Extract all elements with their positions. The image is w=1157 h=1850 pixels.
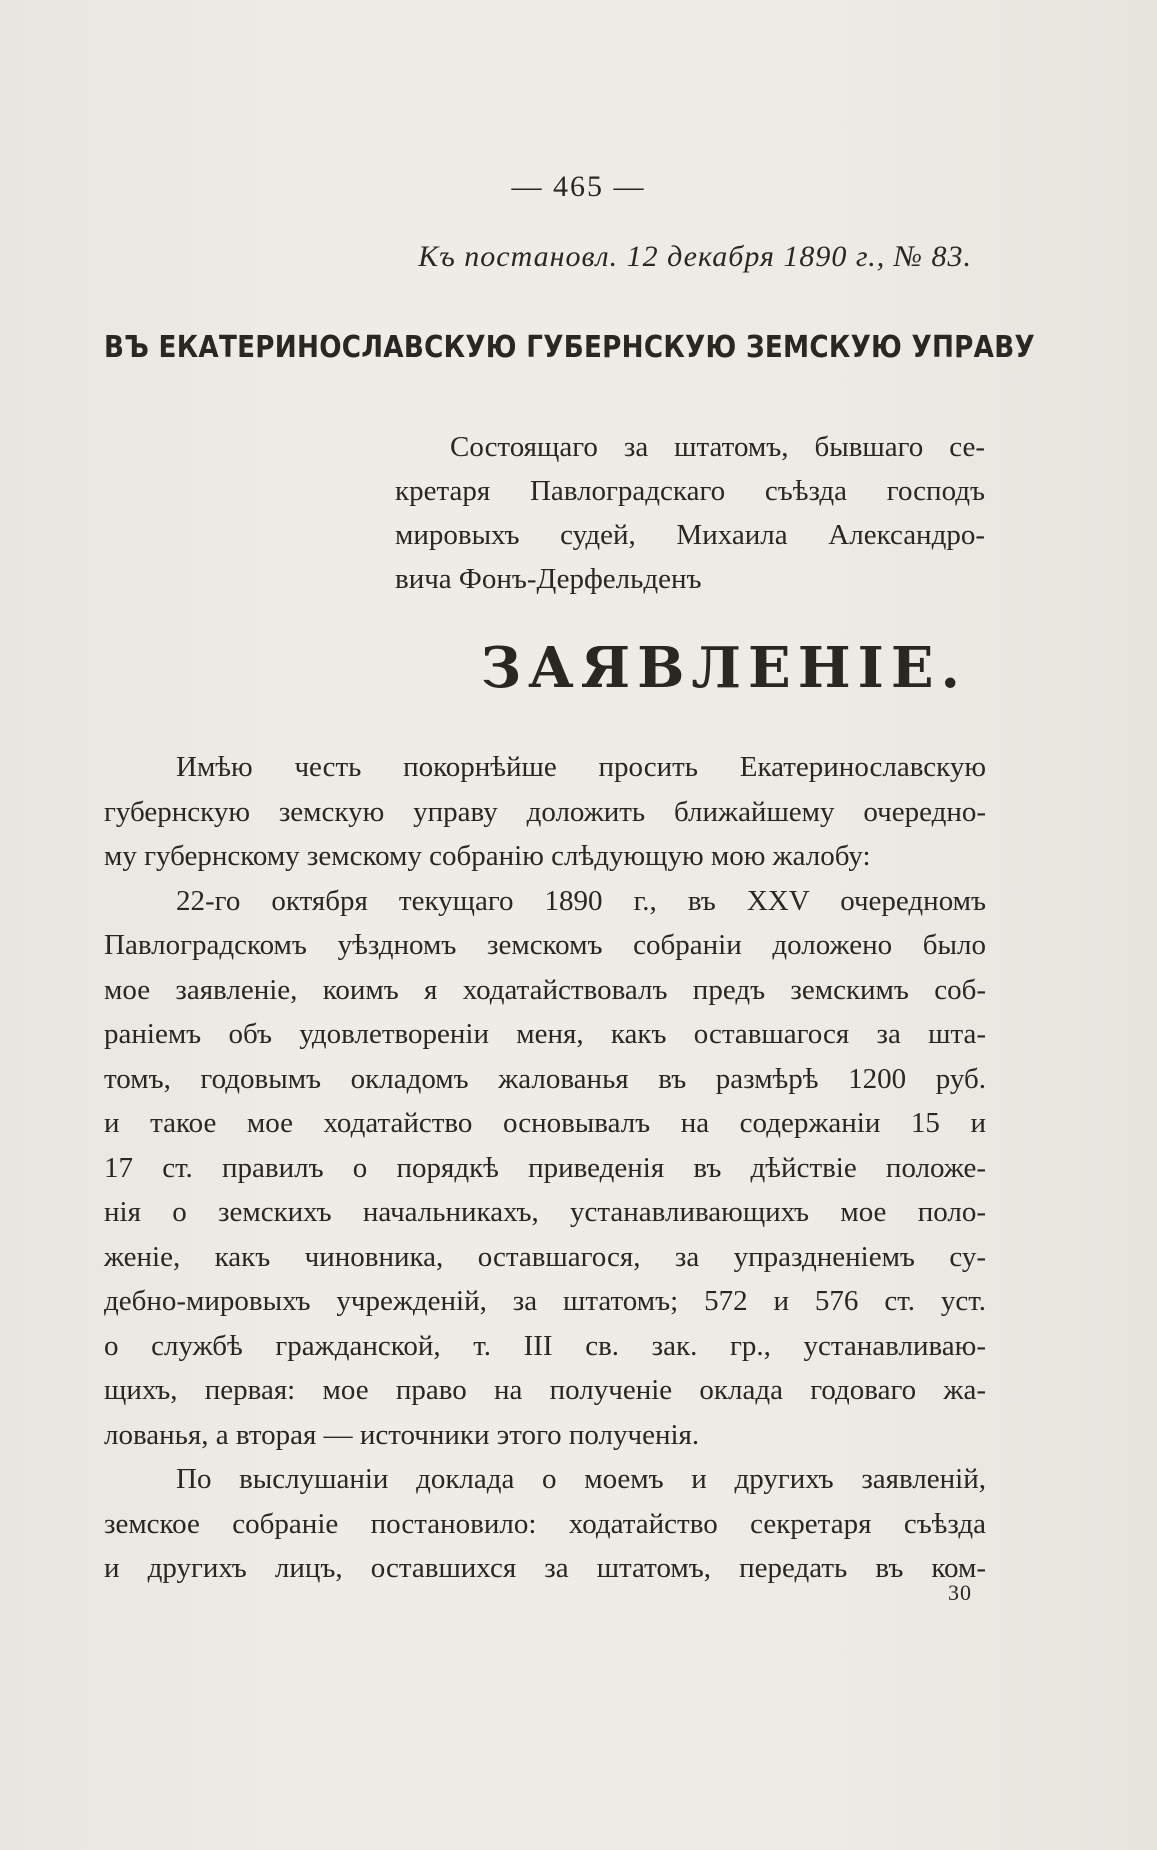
body-line: губернскую земскую управу доложить ближайшему очередно- — [104, 795, 986, 828]
document-title: ЗАЯВЛЕНІЕ. — [480, 635, 967, 701]
body-line: и другихъ лицъ, оставшихся за штатомъ, передать въ ком- — [104, 1552, 986, 1584]
body-line: мое заявленіе, коимъ я ходатайствовалъ предъ земскимъ соб- — [104, 973, 986, 1006]
sender-line: Состоящаго за штатомъ, бывшаго се- — [450, 431, 985, 463]
sender-line: мировыхъ судей, Михаила Александро- — [395, 519, 985, 551]
sender-line: кретаря Павлоградскаго съѣзда господъ — [395, 475, 985, 507]
body-line: земское собраніе постановило: ходатайство секретаря съѣзда — [104, 1507, 986, 1540]
page-number: — 465 — — [511, 170, 646, 203]
body-line: Павлоградскомъ уѣздномъ земскомъ собраніи доложено было — [104, 929, 986, 961]
sender-line: вича Фонъ-Дерфельденъ — [395, 563, 702, 595]
body-text — [104, 745, 986, 1591]
body-line: раніемъ объ удовлетвореніи меня, какъ оставшагося за шта- — [104, 1018, 986, 1050]
body-line: нія о земскихъ начальникахъ, устанавливающихъ мое поло- — [104, 1196, 986, 1228]
body-line: 17 ст. правилъ о порядкѣ приведенія въ дѣйствіе положе- — [104, 1151, 986, 1184]
addressee-heading: ВЪ ЕКАТЕРИНОСЛАВСКУЮ ГУБЕРНСКУЮ ЗЕМСКУЮ УПРАВУ — [104, 330, 1035, 365]
body-line: Имѣю честь покорнѣйше просить Екатеринославскую — [176, 751, 986, 783]
body-line: му губернскому земскому собранію слѣдующую мою жалобу: — [104, 840, 871, 872]
body-line: женіе, какъ чиновника, оставшагося, за упраздненіемъ су- — [104, 1240, 986, 1273]
resolution-reference: Къ постановл. 12 декабря 1890 г., № 83. — [418, 240, 972, 273]
sender-block — [395, 425, 985, 601]
body-line: 22-го октября текущаго 1890 г., въ XXV очередномъ — [176, 884, 986, 917]
body-line: о службѣ гражданской, т. III св. зак. гр., устанавливаю- — [104, 1329, 986, 1362]
body-line: щихъ, первая: мое право на полученіе оклада годоваго жа- — [104, 1374, 986, 1406]
body-line: томъ, годовымъ окладомъ жалованья въ размѣрѣ 1200 руб. — [104, 1062, 986, 1095]
body-line: дебно-мировыхъ учрежденій, за штатомъ; 572 и 576 ст. уст. — [104, 1285, 986, 1317]
body-line: и такое мое ходатайство основывалъ на содержаніи 15 и — [104, 1107, 986, 1139]
body-line: По выслушаніи доклада о моемъ и другихъ заявленій, — [176, 1463, 986, 1495]
signature-mark: 30 — [948, 1580, 972, 1605]
body-line: лованья, а вторая — источники этого полученія. — [104, 1418, 700, 1451]
